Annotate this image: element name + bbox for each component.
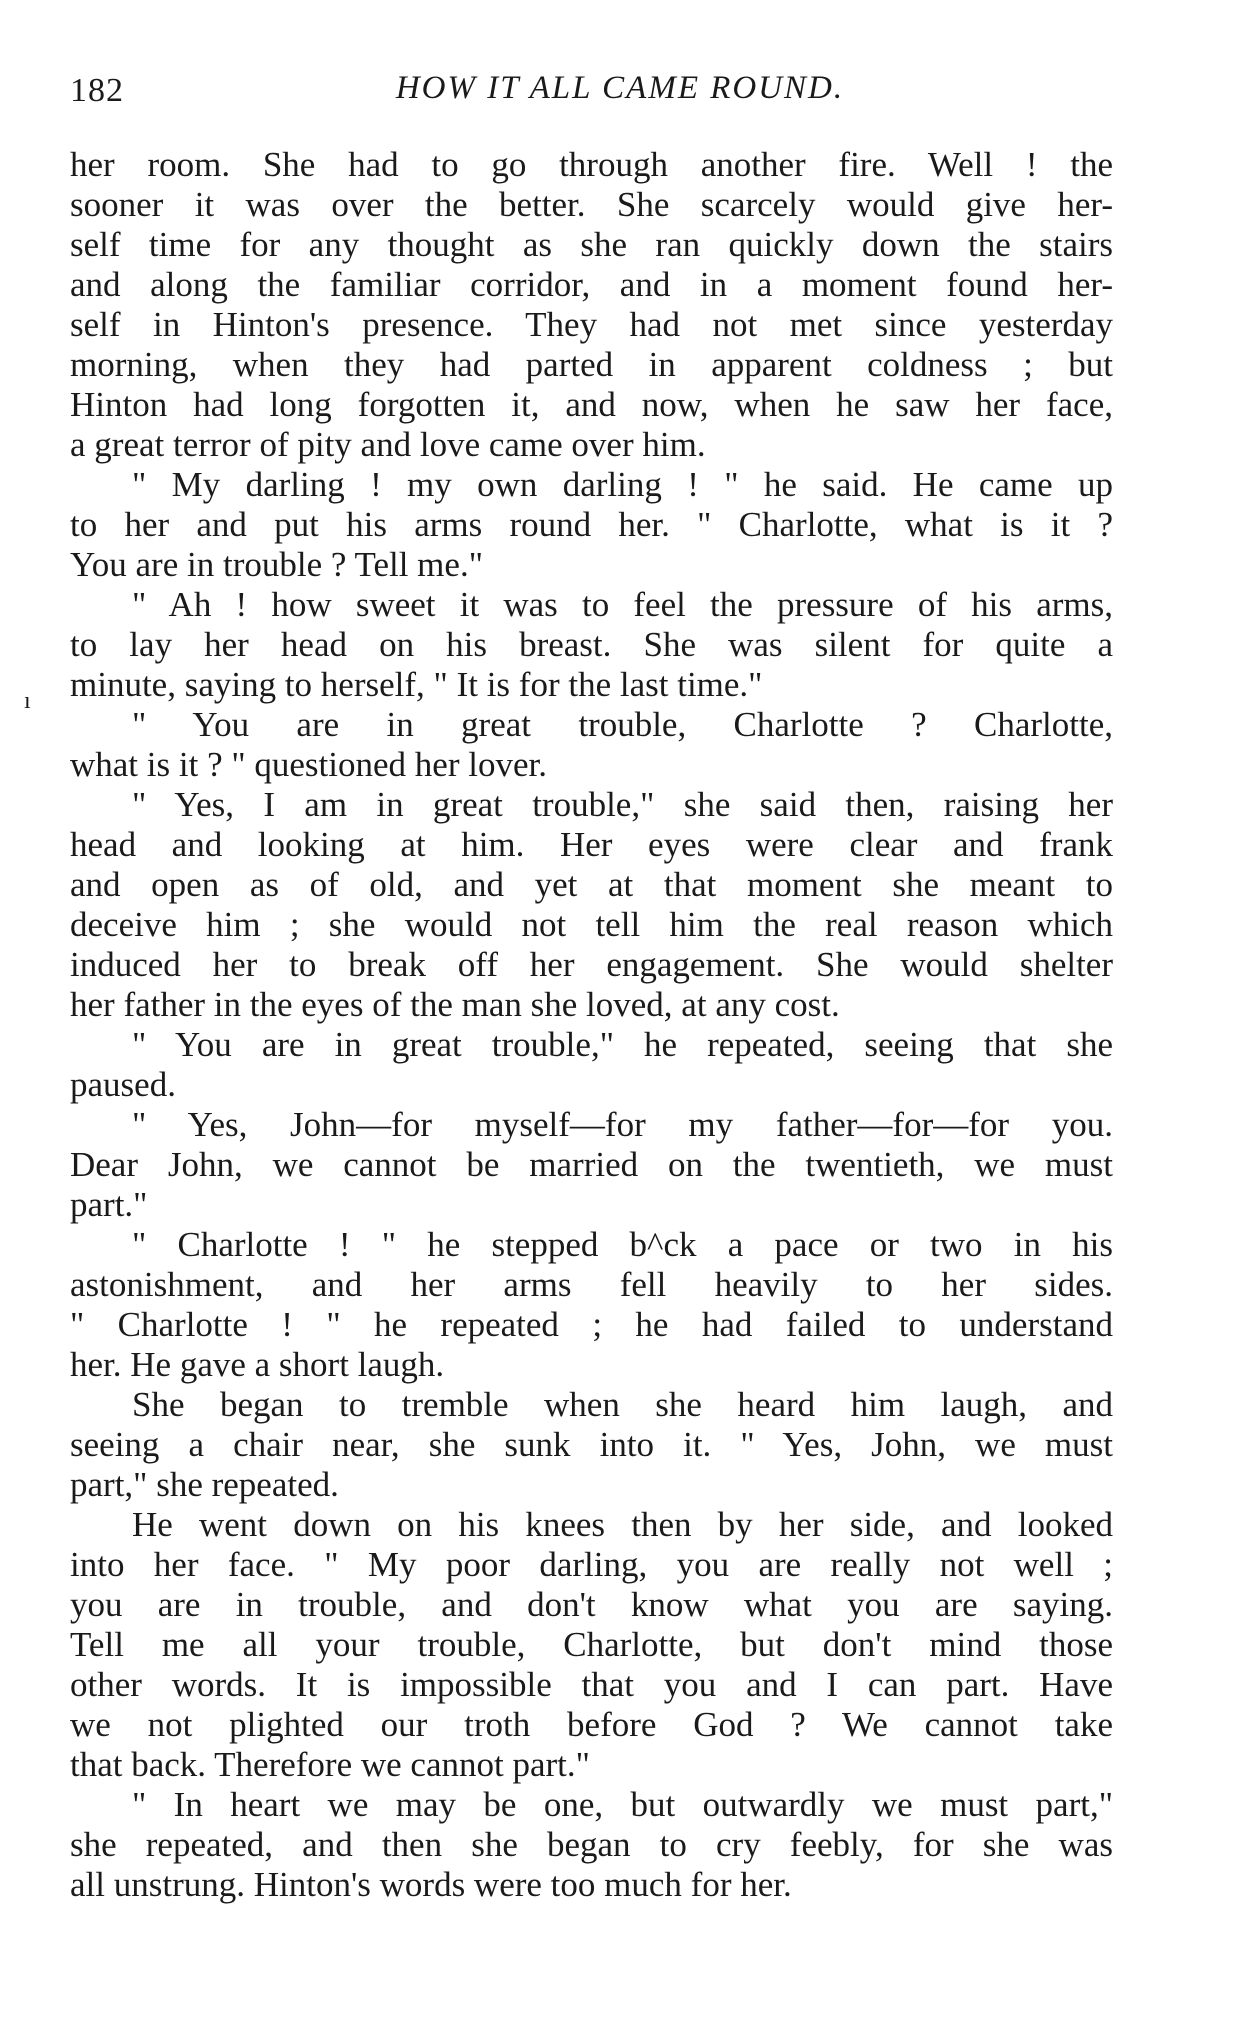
text-line: Hinton had long forgotten it, and now, when he saw her face, (70, 385, 1113, 424)
text-line: induced her to break off her engagement. She would shelter (70, 945, 1113, 984)
margin-mark: ı (24, 688, 31, 714)
text-line: her. He gave a short laugh. (70, 1345, 445, 1384)
text-line: sooner it was over the better. She scarcely would give her- (70, 185, 1113, 224)
page-number: 182 (70, 72, 124, 109)
text-line: " Yes, John—for myself—for my father—for—for you. (132, 1105, 1113, 1144)
text-line: all unstrung. Hinton's words were too much for her. (70, 1865, 792, 1904)
text-line: astonishment, and her arms fell heavily to her sides. (70, 1265, 1113, 1304)
text-line: Dear John, we cannot be married on the twentieth, we must (70, 1145, 1113, 1184)
text-line: minute, saying to herself, " It is for the last time." (70, 665, 763, 704)
text-line: " Ah ! how sweet it was to feel the pressure of his arms, (132, 585, 1113, 624)
text-line: part," she repeated. (70, 1465, 339, 1504)
text-line: " My darling ! my own darling ! " he said. He came up (132, 465, 1113, 504)
text-line: into her face. " My poor darling, you are really not well ; (70, 1545, 1113, 1584)
text-line: a great terror of pity and love came over him. (70, 425, 706, 464)
text-line: other words. It is impossible that you and I can part. Have (70, 1665, 1113, 1704)
text-line: to her and put his arms round her. " Charlotte, what is it ? (70, 505, 1113, 544)
text-line: Tell me all your trouble, Charlotte, but don't mind those (70, 1625, 1113, 1664)
text-line: that back. Therefore we cannot part." (70, 1745, 590, 1784)
text-line: He went down on his knees then by her side, and looked (132, 1505, 1113, 1544)
text-line: part." (70, 1185, 148, 1224)
text-line: " You are in great trouble, Charlotte ? Charlotte, (132, 705, 1113, 744)
text-line: and along the familiar corridor, and in a moment found her- (70, 265, 1113, 304)
text-line: paused. (70, 1065, 176, 1104)
running-title: HOW IT ALL CAME ROUND. (395, 70, 845, 106)
text-line: " Charlotte ! " he repeated ; he had failed to understand (70, 1305, 1113, 1344)
text-line: you are in trouble, and don't know what you are saying. (70, 1585, 1113, 1624)
text-line: She began to tremble when she heard him laugh, and (132, 1385, 1113, 1424)
text-line: You are in trouble ? Tell me." (70, 545, 483, 584)
text-line: " You are in great trouble," he repeated, seeing that she (132, 1025, 1113, 1064)
text-line: seeing a chair near, she sunk into it. " Yes, John, we must (70, 1425, 1113, 1464)
text-line: head and looking at him. Her eyes were clear and frank (70, 825, 1113, 864)
text-line: we not plighted our troth before God ? We cannot take (70, 1705, 1113, 1744)
text-line: " Yes, I am in great trouble," she said then, raising her (132, 785, 1113, 824)
text-line: morning, when they had parted in apparent coldness ; but (70, 345, 1113, 384)
text-line: and open as of old, and yet at that moment she meant to (70, 865, 1113, 904)
text-line: she repeated, and then she began to cry feebly, for she was (70, 1825, 1113, 1864)
text-line: to lay her head on his breast. She was silent for quite a (70, 625, 1113, 664)
text-line: self time for any thought as she ran quickly down the stairs (70, 225, 1113, 264)
text-line: her father in the eyes of the man she loved, at any cost. (70, 985, 840, 1024)
text-line: what is it ? " questioned her lover. (70, 745, 547, 784)
text-line: self in Hinton's presence. They had not met since yesterday (70, 305, 1113, 344)
text-line: " Charlotte ! " he stepped b^ck a pace or two in his (132, 1225, 1113, 1264)
text-line: deceive him ; she would not tell him the real reason which (70, 905, 1113, 944)
text-line: " In heart we may be one, but outwardly we must part," (132, 1785, 1113, 1824)
text-line: her room. She had to go through another fire. Well ! the (70, 145, 1113, 184)
body-text (70, 145, 1113, 1905)
